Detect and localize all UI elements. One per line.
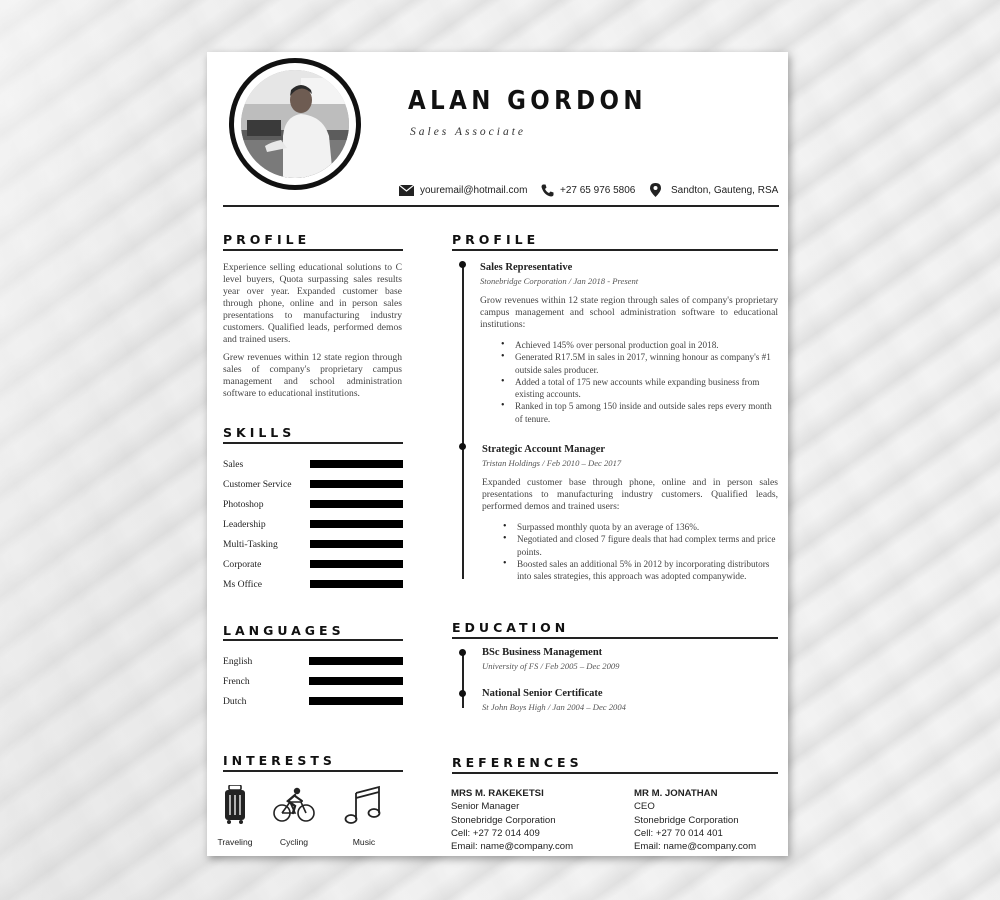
skill-row-level-bar (310, 540, 403, 548)
skill-row-label: Photoshop (223, 498, 264, 510)
education-heading: EDUCATION (452, 620, 570, 635)
languages-heading-rule (223, 639, 403, 641)
profile-paragraph-2: Grew revenues within 12 state region through sales of company's proprietary campus management and school administration software to educational institutions. (223, 352, 402, 399)
skill-row-level-bar (310, 500, 403, 508)
music-note-icon (329, 785, 399, 825)
achievement-item: • Negotiated and closed 7 figure deals that had complex terms and price points. (499, 533, 778, 558)
profile-heading-rule (223, 249, 403, 251)
location-text: Sandton, Gauteng, RSA (671, 184, 779, 196)
skill-row-label: Multi-Tasking (223, 538, 278, 550)
skills-heading-rule (223, 442, 403, 444)
profile-photo (241, 70, 349, 178)
interests-heading-rule (223, 770, 403, 772)
languages-heading: LANGUAGES (223, 623, 345, 638)
education-1-title: BSc Business Management (482, 647, 603, 658)
achievement-item: • Ranked in top 5 among 150 inside and outside sales reps every month of tenure. (497, 400, 778, 425)
skill-row-level-bar (310, 560, 403, 568)
language-row-level-bar (309, 657, 403, 665)
language-row (223, 674, 403, 688)
education-1-subtitle: University of FS / Feb 2005 – Dec 2009 (482, 661, 620, 671)
reference-position: CEO (634, 801, 655, 813)
achievement-item: • Achieved 145% over personal production goal in 2018. (497, 339, 778, 351)
skill-row-label: Sales (223, 458, 244, 470)
reference-2 (634, 787, 774, 853)
achievement-item: • Added a total of 175 new accounts while expanding business from existing accounts. (497, 376, 778, 401)
language-row-level-bar (309, 677, 403, 685)
job-2-summary: Expanded customer base through phone, online and in person sales presentations to manufacturing industry customers. Qualified leads, performed demos and trained users: (482, 477, 778, 512)
language-row (223, 654, 403, 668)
candidate-name: ALAN GORDON (408, 86, 647, 116)
header-divider (223, 205, 779, 207)
skill-row (223, 477, 403, 491)
contact-phone[interactable] (541, 182, 635, 198)
email-text: youremail@hotmail.com (420, 184, 528, 196)
skill-row-label: Leadership (223, 518, 266, 530)
skill-row-label: Corporate (223, 558, 262, 570)
job-2-title: Strategic Account Manager (482, 444, 606, 455)
skill-row (223, 517, 403, 531)
experience-heading-rule (452, 249, 778, 251)
reference-1 (451, 787, 591, 853)
reference-email[interactable]: Email: name@company.com (634, 841, 757, 853)
job-1-title: Sales Representative (480, 262, 573, 273)
interest-music (329, 785, 399, 853)
education-2-title: National Senior Certificate (482, 688, 603, 699)
skill-row-level-bar (310, 580, 403, 588)
language-row-label: French (223, 675, 250, 687)
interest-label: Traveling (217, 837, 253, 847)
language-row-label: English (223, 655, 253, 667)
profile-paragraph-1: Experience selling educational solutions to C level buyers, Quota surpassing sales results year over year. Expanded customer base through phone, online and in person sales presentations to manufacturing industry customers. Qualified leads, performed demos and trained users. (223, 262, 402, 345)
skill-row (223, 457, 403, 471)
experience-timeline (462, 264, 464, 579)
profile-photo-frame (229, 58, 361, 190)
profile-heading: PROFILE (223, 232, 311, 247)
reference-email[interactable]: Email: name@company.com (451, 841, 574, 853)
envelope-icon (399, 185, 414, 196)
skill-row-level-bar (310, 460, 403, 468)
achievement-item: • Generated R17.5M in sales in 2017, winning honour as company's #1 outside sales producer. (497, 351, 778, 376)
interest-label: Music (352, 837, 376, 847)
interests-heading: INTERESTS (223, 753, 336, 768)
timeline-dot (459, 649, 466, 656)
references-heading-rule (452, 772, 778, 774)
job-1-achievements (497, 339, 778, 425)
map-pin-icon (650, 183, 661, 197)
skill-row (223, 557, 403, 571)
interest-cycling (259, 785, 329, 853)
skill-row (223, 537, 403, 551)
skills-heading: SKILLS (223, 425, 296, 440)
timeline-dot (459, 690, 466, 697)
job-1-summary: Grow revenues within 12 state region through sales of company's proprietary campus management and school administration software to educational institutions: (480, 295, 778, 330)
job-2-subtitle: Tristan Holdings / Feb 2010 – Dec 2017 (482, 458, 622, 468)
phone-icon (541, 184, 554, 197)
reference-company: Stonebridge Corporation (451, 814, 556, 826)
language-row-label: Dutch (223, 695, 247, 707)
references-heading: REFERENCES (452, 755, 583, 770)
skill-row (223, 577, 403, 591)
job-2-achievements (499, 521, 778, 582)
reference-name: MR M. JONATHAN (634, 788, 718, 799)
education-heading-rule (452, 637, 778, 639)
reference-cell[interactable]: Cell: +27 70 014 401 (634, 827, 723, 839)
achievement-item: • Boosted sales an additional 5% in 2012 by incorporating distributors into sales strategies, this approach was adopted companywide. (499, 558, 778, 583)
reference-name: MRS M. RAKEKETSI (451, 788, 544, 799)
reference-company: Stonebridge Corporation (634, 814, 739, 826)
phone-text: +27 65 976 5806 (560, 184, 636, 196)
education-2-subtitle: St John Boys High / Jan 2004 – Dec 2004 (482, 702, 626, 712)
skill-row (223, 497, 403, 511)
education-timeline (462, 650, 464, 708)
timeline-dot (459, 261, 466, 268)
skill-row-level-bar (310, 480, 403, 488)
language-row (223, 694, 403, 708)
contact-email[interactable] (399, 182, 527, 198)
interest-label: Cycling (279, 837, 309, 847)
resume-page (207, 52, 788, 856)
skill-row-label: Customer Service (223, 478, 292, 490)
skill-row-label: Ms Office (223, 578, 262, 590)
reference-position: Senior Manager (451, 801, 520, 813)
language-row-level-bar (309, 697, 403, 705)
timeline-dot (459, 443, 466, 450)
skill-row-level-bar (310, 520, 403, 528)
job-1-subtitle: Stonebridge Corporation / Jan 2018 - Present (480, 276, 639, 286)
contact-location (650, 182, 778, 198)
achievement-item: • Surpassed monthly quota by an average of 136%. (499, 521, 778, 533)
reference-cell[interactable]: Cell: +27 72 014 409 (451, 827, 540, 839)
experience-heading: PROFILE (452, 232, 540, 247)
candidate-role: Sales Associate (410, 126, 527, 138)
cyclist-icon (259, 785, 329, 825)
